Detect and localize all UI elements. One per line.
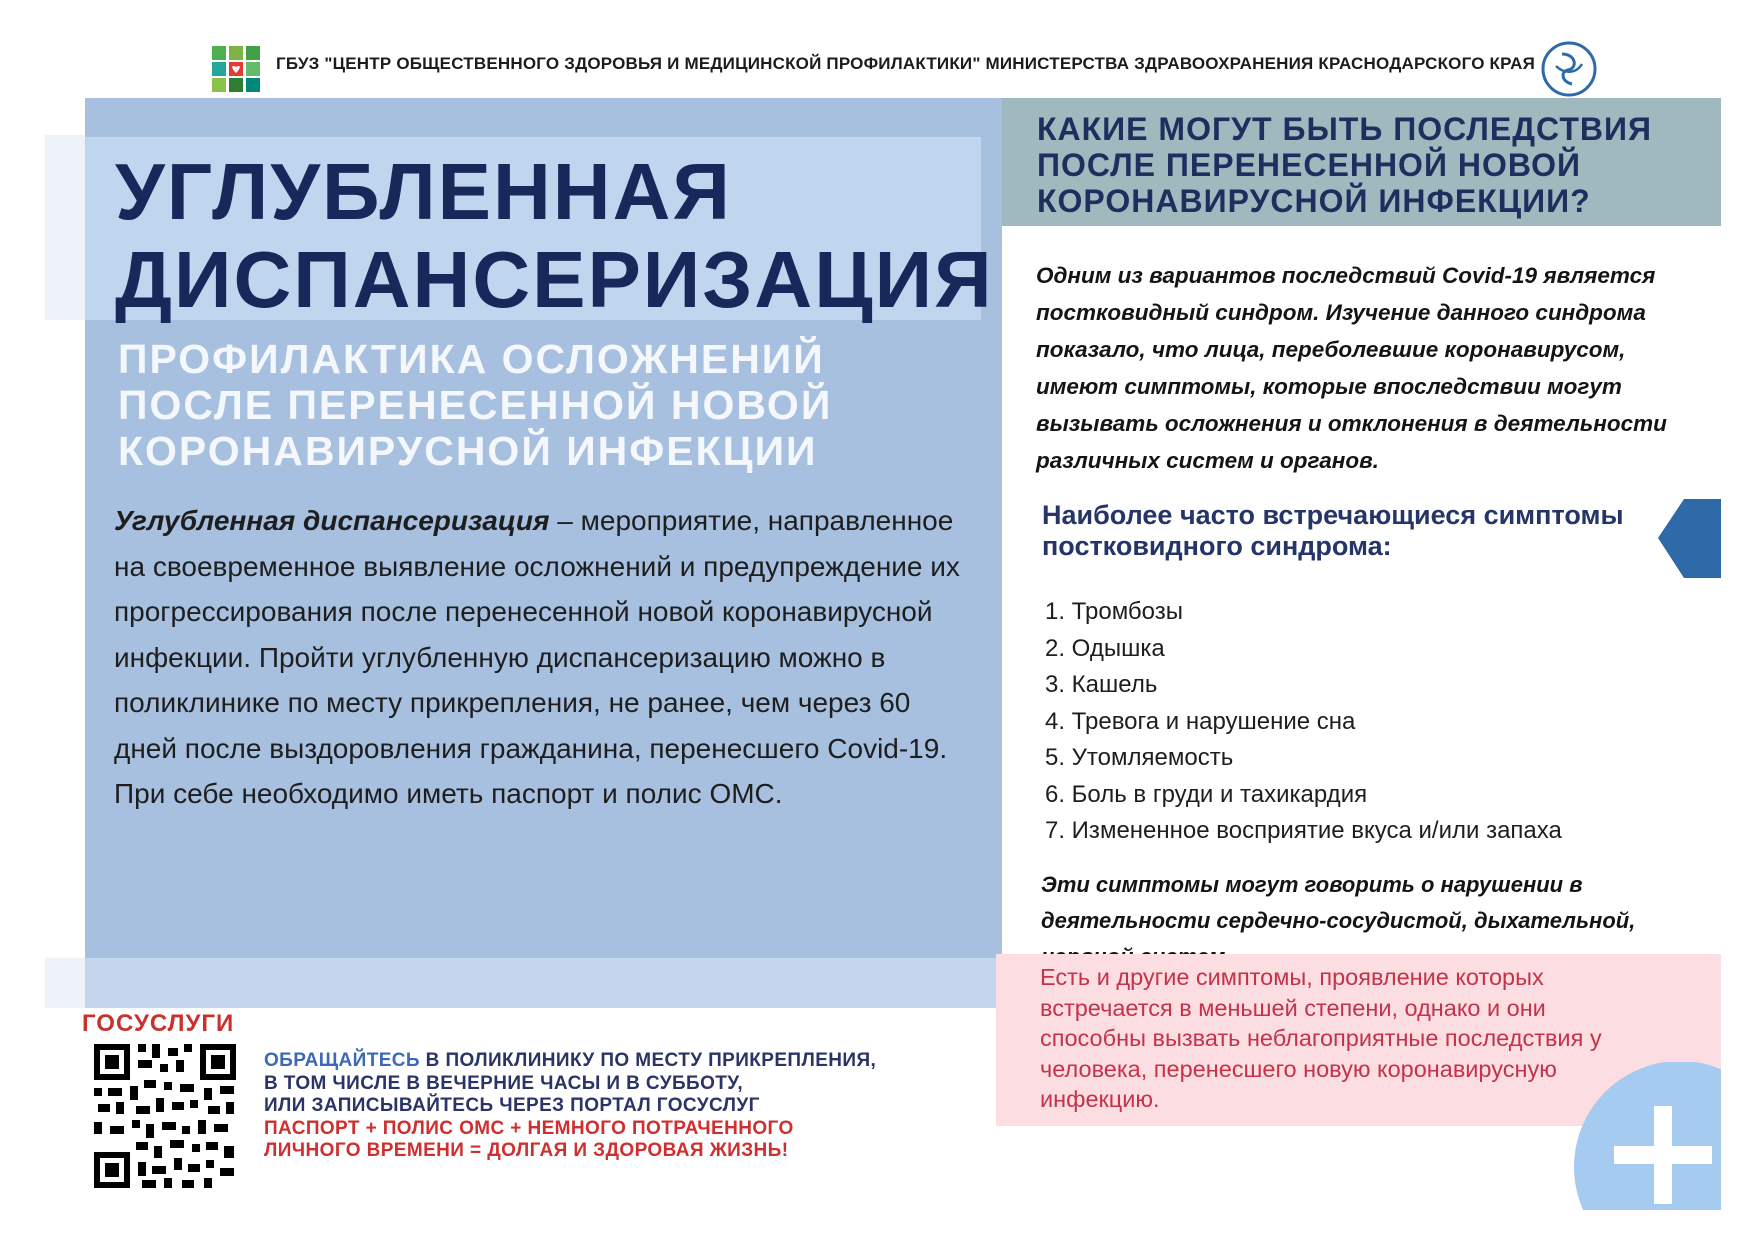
arrow-left-icon: [1658, 499, 1721, 578]
list-item: 2. Одышка: [1045, 634, 1165, 662]
qr-code-icon[interactable]: [86, 1038, 244, 1194]
consequences-title-line: КАКИЕ МОГУТ БЫТЬ ПОСЛЕДСТВИЯ: [1037, 111, 1652, 147]
cta-highlight: ОБРАЩАЙТЕСЬ: [264, 1050, 420, 1071]
consequences-title-line: КОРОНАВИРУСНОЙ ИНФЕКЦИИ?: [1037, 183, 1591, 219]
consequences-title: [1037, 111, 1652, 219]
page-subtitle: [118, 336, 832, 474]
cta-line: В ТОМ ЧИСЛЕ В ВЕЧЕРНИЕ ЧАСЫ И В СУББОТУ,: [264, 1072, 744, 1094]
gosuslugi-label: ГОСУСЛУГИ: [82, 1010, 235, 1037]
list-item: 6. Боль в груди и тахикардия: [1045, 780, 1368, 808]
symptoms-heading: Наиболее часто встречающиеся симптомы постковидного синдрома:: [1042, 500, 1624, 561]
list-item: 1. Тромбозы: [1045, 598, 1183, 625]
consequences-title-line: ПОСЛЕ ПЕРЕНЕСЕННОЙ НОВОЙ: [1037, 147, 1582, 183]
list-item: 3. Кашель: [1045, 671, 1158, 698]
title-line: УГЛУБЛЕННАЯ: [115, 147, 732, 236]
intro-docs: При себе необходимо иметь паспорт и полис ОМС.: [114, 778, 783, 809]
ministry-emblem-icon: [1540, 40, 1598, 98]
list-item: 5. Утомляемость: [1045, 744, 1234, 771]
title-line: ДИСПАНСЕРИЗАЦИЯ: [115, 235, 994, 324]
left-panel-strip: [85, 958, 1002, 1008]
plus-icon: [1570, 1062, 1721, 1210]
subtitle-line: ПОСЛЕ ПЕРЕНЕСЕННОЙ НОВОЙ: [118, 382, 833, 428]
page-title: [115, 148, 994, 324]
list-item: 7. Измененное восприятие вкуса и/или запаха: [1045, 817, 1562, 844]
subtitle-line: ПРОФИЛАКТИКА ОСЛОЖНЕНИЙ: [118, 336, 825, 382]
subtitle-line: КОРОНАВИРУСНОЙ ИНФЕКЦИИ: [118, 428, 818, 474]
center-logo-icon: [210, 44, 262, 94]
other-symptoms-text: Есть и другие симптомы, проявление которых встречается в меньшей степени, однако и они способны вызвать неблагоприятные последствия у человека, перенесшего новую коронавирусную инфекцию.: [1040, 964, 1602, 1112]
list-item: 4. Тревога и нарушение сна: [1045, 707, 1356, 735]
cta-line: В ПОЛИКЛИНИКУ ПО МЕСТУ ПРИКРЕПЛЕНИЯ,: [419, 1050, 877, 1071]
organization-name: ГБУЗ "ЦЕНТР ОБЩЕСТВЕННОГО ЗДОРОВЬЯ И МЕДИЦИНСКОЙ ПРОФИЛАКТИКИ" МИНИСТЕРСТВА ЗДРАВООХРАНЕНИЯ КРАСНОДАРСКОГО КРАЯ: [276, 54, 1536, 73]
side-shade: [45, 958, 87, 1008]
postcovid-intro: Одним из вариантов последствий Covid-19 является постковидный синдром. Изучение данного синдрома показало, что лица, переболевшие коронавирусом, имеют симптомы, которые впоследствии могут вызывать осложнения и отклонения в деятельности различных систем и органов.: [1036, 263, 1667, 473]
symptom-list: [1045, 594, 1562, 850]
intro-term: Углубленная диспансеризация: [114, 505, 550, 536]
side-shade: [45, 135, 87, 320]
cta-line: ИЛИ ЗАПИСЫВАЙТЕСЬ ЧЕРЕЗ ПОРТАЛ ГОСУСЛУГ: [264, 1095, 760, 1116]
call-to-action: [264, 1050, 876, 1163]
symptoms-note: Эти симптомы могут говорить о нарушении в деятельности сердечно-сосудистой, дыхательной,: [1041, 872, 1636, 933]
cta-slogan-line: ПАСПОРТ + ПОЛИС ОМС + НЕМНОГО ПОТРАЧЕННОГО: [264, 1117, 794, 1139]
cta-slogan-line: ЛИЧНОГО ВРЕМЕНИ = ДОЛГАЯ И ЗДОРОВАЯ ЖИЗНЬ!: [264, 1140, 789, 1161]
intro-body: – мероприятие, направленное на своевременное выявление осложнений и предупреждение их прогрессирования после перенесенной новой коронавирусной инфекции. Пройти углубленную диспансеризацию можно в поликлинике по месту прикрепления, не ранее, чем через 60 дней после выздоровления гражданина, перенесшего Covid-19.: [114, 505, 960, 764]
intro-paragraph: [114, 498, 974, 817]
